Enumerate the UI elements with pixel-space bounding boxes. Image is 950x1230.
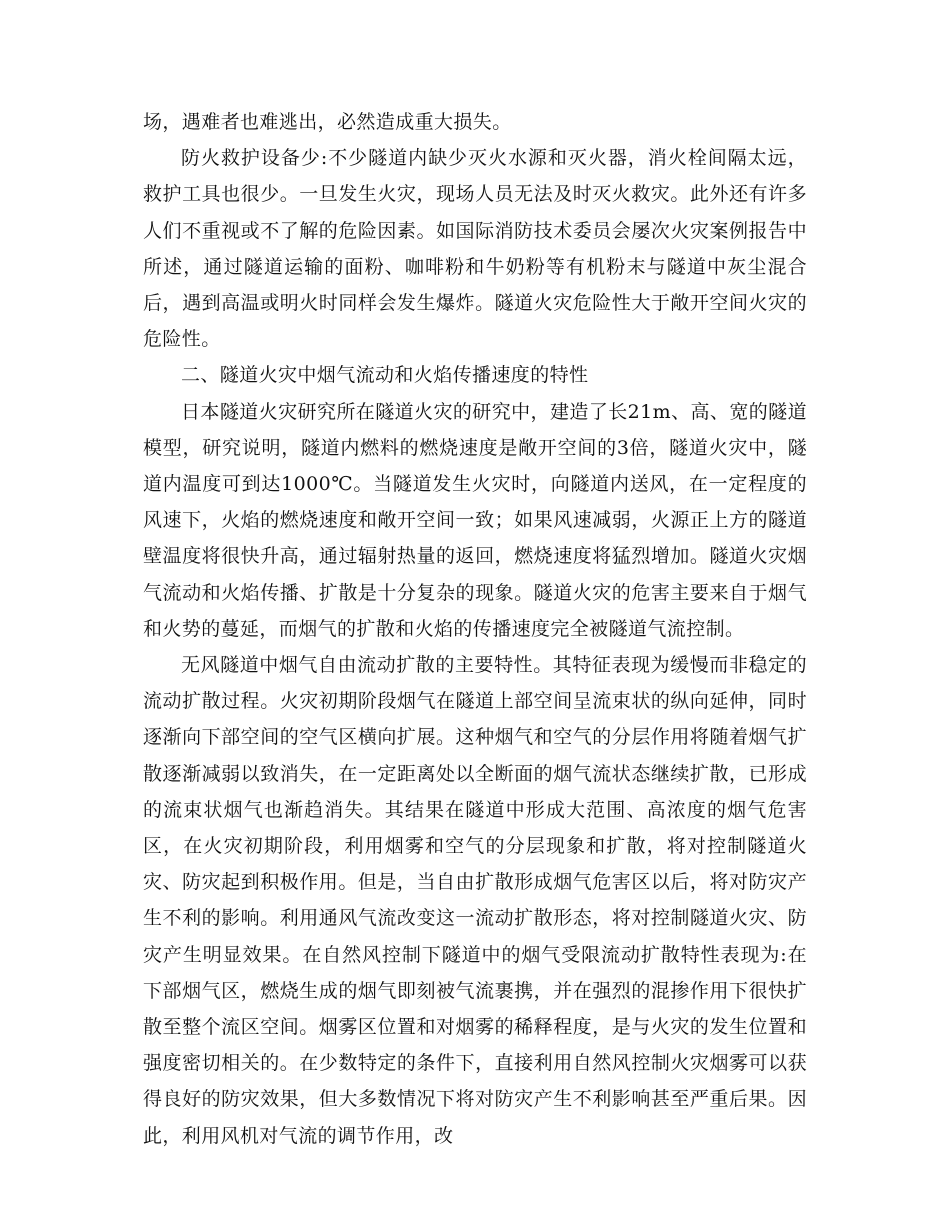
paragraph-japan-research: 日本隧道火灾研究所在隧道火灾的研究中，建造了长21m、高、宽的隧道模型，研究说明，隧道内燃料的燃烧速度是敞开空间的3倍，隧道火灾中，隧道内温度可到达1000℃。当隧道发生火灾时，向隧道内送风，在一定程度的风速下，火焰的燃烧速度和敞开空间一致；如果风速减弱，火源正上方的隧道壁温度将很快升高，通过辐射热量的返回，燃烧速度将猛烈增加。隧道火灾烟气流动和火焰传播、扩散是十分复杂的现象。隧道火灾的危害主要来自于烟气和火势的蔓延，而烟气的扩散和火焰的传播速度完全被隧道气流控制。 — [143, 400, 807, 640]
paragraph-fire-equipment: 防火救护设备少:不少隧道内缺少灭火水源和灭火器，消火栓间隔太远，救护工具也很少。一旦发生火灾，现场人员无法及时灭火救灾。此外还有许多人们不重视或不了解的危险因素。如国际消防技术委员会屡次火灾案例报告中所述，通过隧道运输的面粉、咖啡粉和牛奶粉等有机粉末与隧道中灰尘混合后，遇到高温或明火时同样会发生爆炸。隧道火灾危险性大于敞开空间火灾的危险性。 — [143, 147, 807, 351]
section-heading-smoke-flame: 二、隧道火灾中烟气流动和火焰传播速度的特性 — [181, 364, 589, 387]
paragraph-windless-tunnel: 无风隧道中烟气自由流动扩散的主要特性。其特征表现为缓慢而非稳定的流动扩散过程。火灾初期阶段烟气在隧道上部空间呈流束状的纵向延伸，同时逐渐向下部空间的空气区横向扩展。这种烟气和空气的分层作用将随着烟气扩散逐渐减弱以致消失，在一定距离处以全断面的烟气流状态继续扩散，已形成的流束状烟气也渐趋消失。其结果在隧道中形成大范围、高浓度的烟气危害区，在火灾初期阶段，利用烟雾和空气的分层现象和扩散，将对控制隧道火灾、防灾起到积极作用。但是，当自由扩散形成烟气危害区以后，将对防灾产生不利的影响。利用通风气流改变这一流动扩散形态，将对控制隧道火灾、防灾产生明显效果。在自然风控制下隧道中的烟气受限流动扩散特性表现为:在下部烟气区，燃烧生成的烟气即刻被气流裹携，并在强烈的混掺作用下很快扩散至整个流区空间。烟雾区位置和对烟雾的稀释程度，是与火灾的发生位置和强度密切相关的。在少数特定的条件下，直接利用自然风控制火灾烟雾可以获得良好的防灾效果，但大多数情况下将对防灾产生不利影响甚至严重后果。因此，利用风机对气流的调节作用，改 — [143, 654, 807, 1147]
paragraph-continuation: 场，遇难者也难逃出，必然造成重大损失。 — [143, 111, 512, 133]
document-body — [143, 104, 807, 1154]
